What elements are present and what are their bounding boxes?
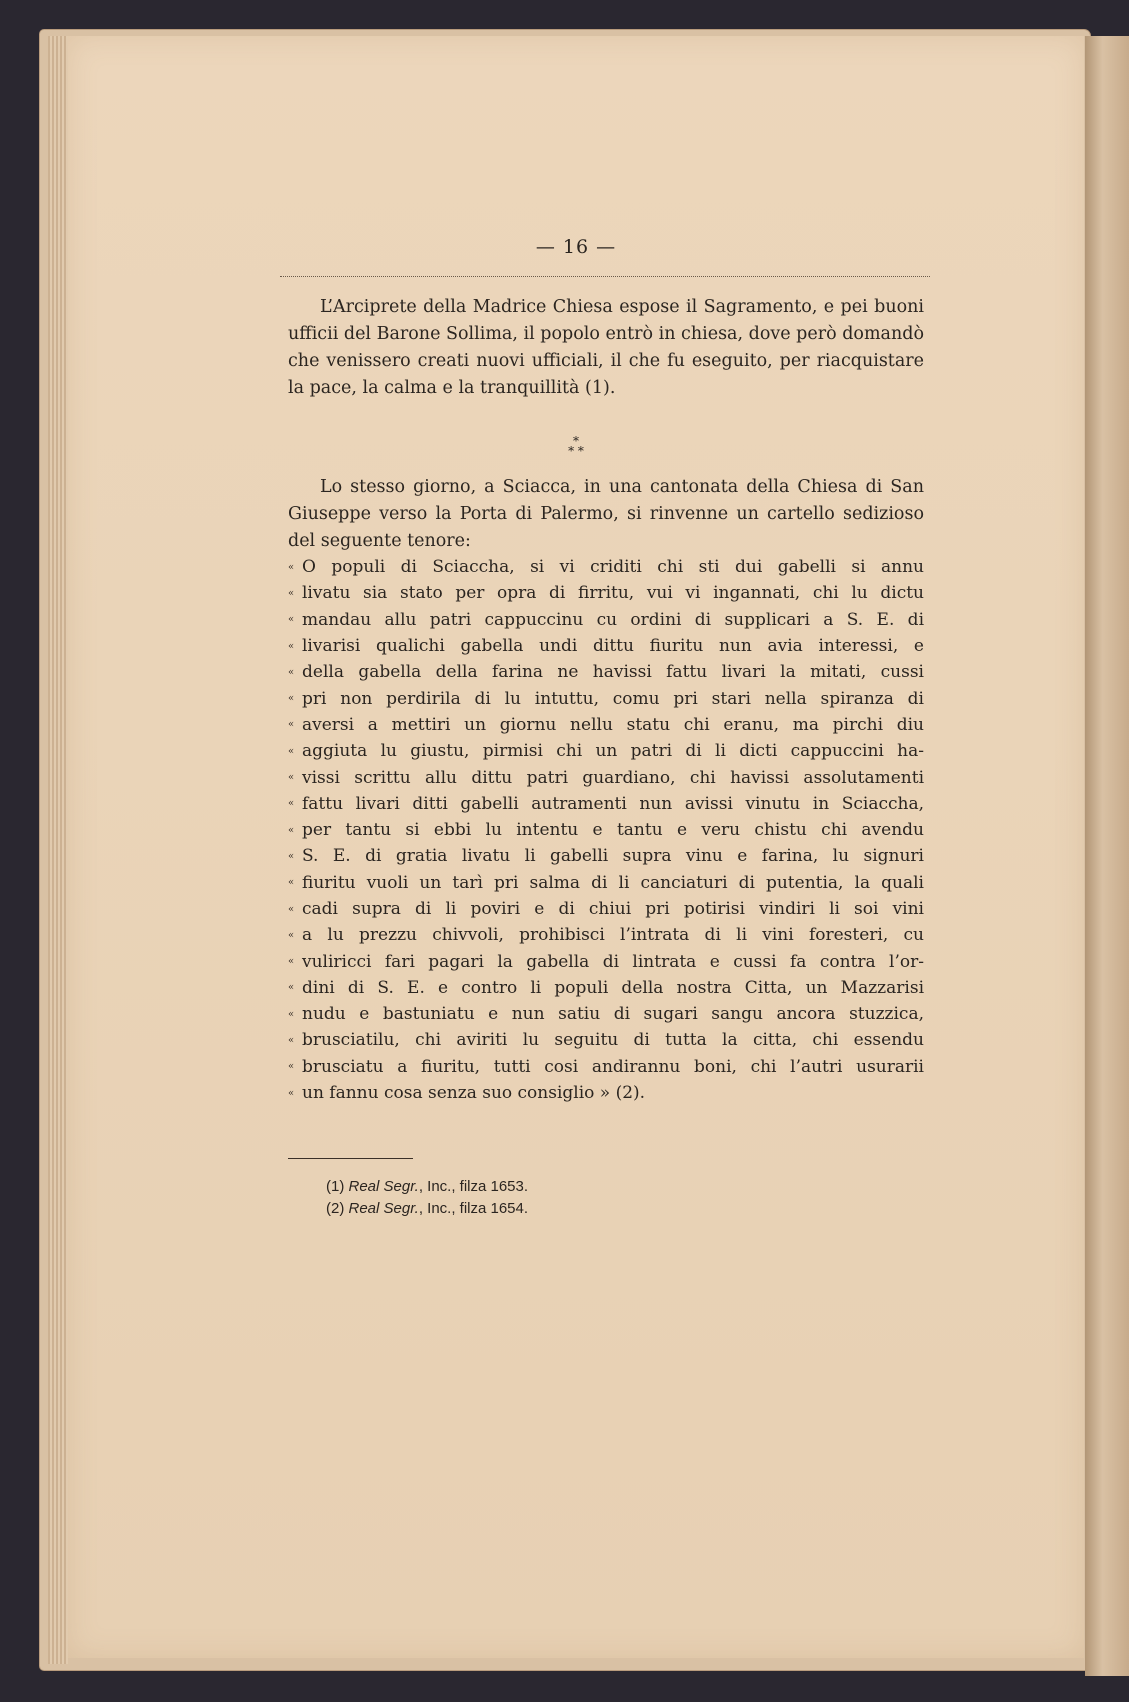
footnote-rule	[288, 1158, 413, 1159]
quote-line-text: aversi a mettiri un giornu nellu statu chi eranu, ma pirchi diu	[302, 714, 924, 735]
paragraph-2	[288, 474, 924, 555]
quote-mark: «	[288, 798, 295, 810]
quote-mark: «	[288, 587, 295, 599]
quote-mark: «	[288, 719, 295, 731]
quote-line-text: nudu e bastuniatu e nun satiu di sugari sangu ancora stuzzica,	[302, 1004, 924, 1025]
quote-line-text: brusciatilu, chi aviriti lu seguitu di tutta la citta, chi essendu	[302, 1030, 924, 1051]
quote-line	[288, 607, 924, 633]
quote-line-text: aggiuta lu giustu, pirmisi chi un patri di li dicti cappuccini ha-	[302, 741, 924, 762]
quote-mark: «	[288, 877, 295, 889]
quote-mark: «	[288, 745, 295, 757]
quote-mark: «	[288, 1034, 295, 1046]
quote-mark: «	[288, 903, 295, 915]
footnote-citation: , Inc., filza 1654.	[418, 1200, 529, 1217]
footnote	[326, 1176, 528, 1198]
paragraph-1	[288, 294, 924, 402]
quote-line	[288, 1080, 924, 1106]
quote-line	[288, 712, 924, 738]
footnote-source: Real Segr.	[348, 1200, 419, 1217]
quote-line-text: vissi scrittu allu dittu patri guardiano, chi havissi assolutamenti	[302, 767, 924, 788]
quote-line	[288, 870, 924, 896]
footnotes	[326, 1176, 528, 1220]
book-page	[68, 36, 1084, 1658]
quote-mark: «	[288, 956, 295, 968]
quote-mark: «	[288, 772, 295, 784]
quote-line	[288, 580, 924, 606]
paragraph-1-text: L’Arciprete della Madrice Chiesa espose il Sagramento, e pei buoni ufficii del Barone Sollima, il popolo entrò in chiesa, dove però domandò che venissero creati nuovi ufficiali, il che fu eseguito, per riacquistare la pace, la calma e la tranquillità (1).	[288, 297, 924, 398]
quote-mark: «	[288, 640, 295, 652]
quote-line-text: O populi di Sciaccha, si vi criditi chi sti dui gabelli si annu	[302, 557, 924, 578]
quote-line-text: brusciatu a fiuritu, tutti cosi andirannu boni, chi l’autri usurarii	[302, 1056, 924, 1077]
quote-line-text: pri non perdirila di lu intuttu, comu pri stari nella spiranza di	[302, 688, 924, 709]
footnote	[326, 1198, 528, 1220]
quote-line-text: per tantu si ebbi lu intentu e tantu e veru chistu chi avendu	[302, 820, 924, 841]
quote-mark: «	[288, 693, 295, 705]
quote-line	[288, 738, 924, 764]
quote-line	[288, 1054, 924, 1080]
asterism	[68, 436, 1084, 456]
quote-mark: «	[288, 1061, 295, 1073]
quote-line	[288, 896, 924, 922]
next-page-edge	[1085, 36, 1129, 1676]
page-number: — 16 —	[535, 236, 617, 258]
quote-line	[288, 1001, 924, 1027]
quote-line	[288, 948, 924, 974]
footnote-number: (1)	[326, 1178, 349, 1195]
quote-line	[288, 922, 924, 948]
quote-mark: «	[288, 929, 295, 941]
quote-mark: «	[288, 666, 295, 678]
quote-line	[288, 817, 924, 843]
quote-line	[288, 764, 924, 790]
quote-mark: «	[288, 824, 295, 836]
footnote-citation: , Inc., filza 1653.	[418, 1178, 529, 1195]
quote-line-text: vuliricci fari pagari la gabella di lintrata e cussi fa contra l’or-	[302, 951, 924, 972]
quote-line-text: livarisi qualichi gabella undi dittu fiuritu nun avia interessi, e	[302, 636, 924, 657]
quote-line-text: dini di S. E. e contro li populi della nostra Citta, un Mazzarisi	[302, 977, 924, 998]
quote-mark: «	[288, 561, 295, 573]
quote-line-text: fattu livari ditti gabelli autramenti nun avissi vinutu in Sciaccha,	[302, 793, 924, 814]
quote-line-text: un fannu cosa senza suo consiglio » (2).	[302, 1083, 646, 1104]
quote-mark: «	[288, 982, 295, 994]
quote-line-text: mandau allu patri cappuccinu cu ordini di supplicari a S. E. di	[302, 609, 924, 630]
quote-line-text: cadi supra di li poviri e di chiui pri potirisi vindiri li soi vini	[302, 899, 924, 919]
quote-line	[288, 1027, 924, 1053]
footnote-number: (2)	[326, 1200, 349, 1217]
quote-mark: «	[288, 614, 295, 626]
quote-mark: «	[288, 1008, 295, 1020]
footnote-source: Real Segr.	[348, 1178, 419, 1195]
quote-line	[288, 843, 924, 869]
quote-mark: «	[288, 850, 295, 862]
quote-line-text: della gabella della farina ne havissi fattu livari la mitati, cussi	[302, 662, 924, 683]
quote-line	[288, 659, 924, 685]
sedition-notice-quote	[288, 554, 924, 1106]
quote-line	[288, 975, 924, 1001]
quote-line-text: a lu prezzu chivvoli, prohibisci l’intrata di li vini foresteri, cu	[302, 925, 924, 946]
quote-line-text: S. E. di gratia livatu li gabelli supra vinu e farina, lu signuri	[302, 846, 924, 867]
paragraph-2-text: Lo stesso giorno, a Sciacca, in una cantonata della Chiesa di San Giuseppe verso la Porta di Palermo, si rinvenne un cartello sedizioso del seguente tenore:	[288, 477, 924, 551]
quote-line-text: livatu sia stato per opra di firritu, vui vi ingannati, chi lu dictu	[302, 583, 924, 604]
quote-line	[288, 633, 924, 659]
quote-line	[288, 685, 924, 711]
asterism-bottom: * *	[568, 444, 584, 458]
quote-line-text: fiuritu vuoli un tarì pri salma di li canciaturi di putentia, la quali	[302, 872, 924, 893]
quote-mark: «	[288, 1087, 295, 1099]
quote-line	[288, 791, 924, 817]
quote-line	[288, 554, 924, 580]
header-rule	[280, 276, 930, 277]
asterism-top: *	[573, 434, 579, 448]
